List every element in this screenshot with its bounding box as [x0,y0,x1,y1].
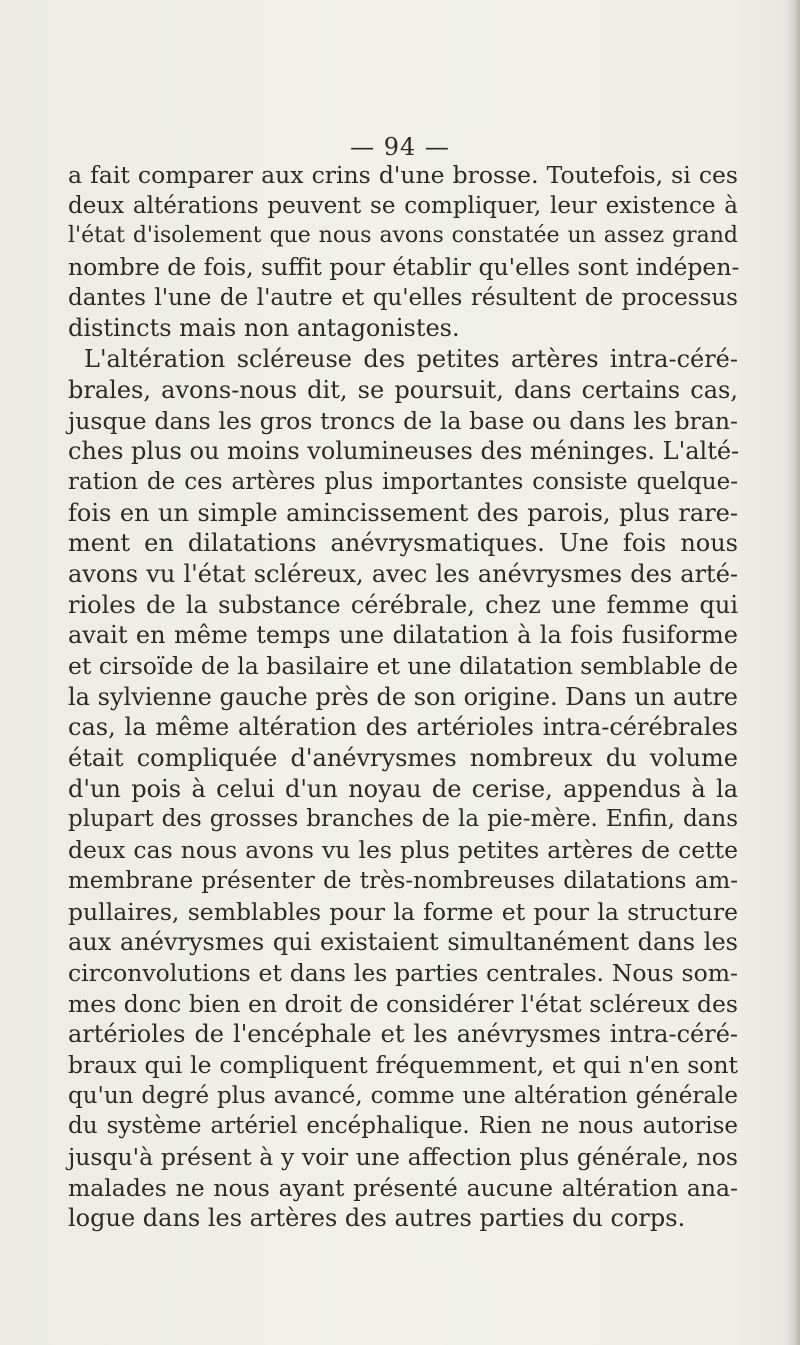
text-line: ration de ces artères plus importantes consiste quelque- [68,468,738,495]
text-line: membrane présenter de très-nombreuses dilatations am- [68,867,738,894]
body-text [68,160,738,1234]
text-line: avons vu l'état scléreux, avec les anévrysmes des arté- [68,559,738,588]
text-line: braux qui le compliquent fréquemment, et qui n'en sont [68,1050,738,1079]
text-line: l'état d'isolement que nous avons constatée un assez grand [68,223,738,249]
page-number-header: — 94 — [350,133,450,161]
text-line: cas, la même altération des artérioles intra-cérébrales [68,713,738,742]
text-line: artérioles de l'encéphale et les anévrysmes intra-céré- [68,1020,738,1049]
text-line: mes donc bien en droit de considérer l'état scléreux des [68,989,738,1018]
text-line: avait en même temps une dilatation à la fois fusiforme [68,621,738,650]
text-line: qu'un degré plus avancé, comme une altération générale [68,1082,738,1109]
text-line: aux anévrysmes qui existaient simultanément dans les [68,928,738,957]
paragraph-start-line: L'altération scléreuse des petites artères intra-céré- [84,345,738,374]
text-line: ment en dilatations anévrysmatiques. Une fois nous [68,529,738,558]
text-line: ches plus ou moins volumineuses des méninges. L'alté- [68,437,740,466]
text-line: plupart des grosses branches de la pie-mère. Enfin, dans [68,806,738,833]
text-line: fois en un simple amincissement des parois, plus rare- [68,498,738,527]
text-line: deux altérations peuvent se compliquer, leur existence à [68,192,738,219]
text-line: rioles de la substance cérébrale, chez une femme qui [68,590,738,619]
text-line: a fait comparer aux crins d'une brosse. Toutefois, si ces [68,161,738,189]
text-line: pullaires, semblables pour la forme et pour la structure [68,897,738,926]
text-line: et cirsoïde de la basilaire et une dilatation semblable de [68,652,739,680]
text-line: du système artériel encéphalique. Rien ne nous autorise [68,1113,738,1140]
text-line: distincts mais non antagonistes. [68,314,460,343]
text-line: nombre de fois, suffit pour établir qu'elles sont indépen- [68,253,740,282]
text-line: deux cas nous avons vu les plus petites artères de cette [68,836,738,865]
text-line: la sylvienne gauche près de son origine. Dans un autre [68,682,738,711]
text-line: jusque dans les gros troncs de la base ou dans les bran- [68,406,738,435]
text-line: d'un pois à celui d'un noyau de cerise, appendus à la [68,774,738,803]
text-line: dantes l'une de l'autre et qu'elles résultent de processus [68,284,738,311]
page-edge-shadow [786,0,800,1345]
text-line: circonvolutions et dans les parties centrales. Nous som- [68,958,738,987]
text-line: brales, avons-nous dit, se poursuit, dans certains cas, [68,375,738,404]
text-line: malades ne nous ayant présenté aucune altération ana- [68,1173,738,1202]
text-line: était compliquée d'anévrysmes nombreux du volume [68,744,738,773]
text-line: jusqu'à présent à y voir une affection plus générale, nos [68,1143,738,1171]
text-line: logue dans les artères des autres parties du corps. [68,1204,686,1233]
